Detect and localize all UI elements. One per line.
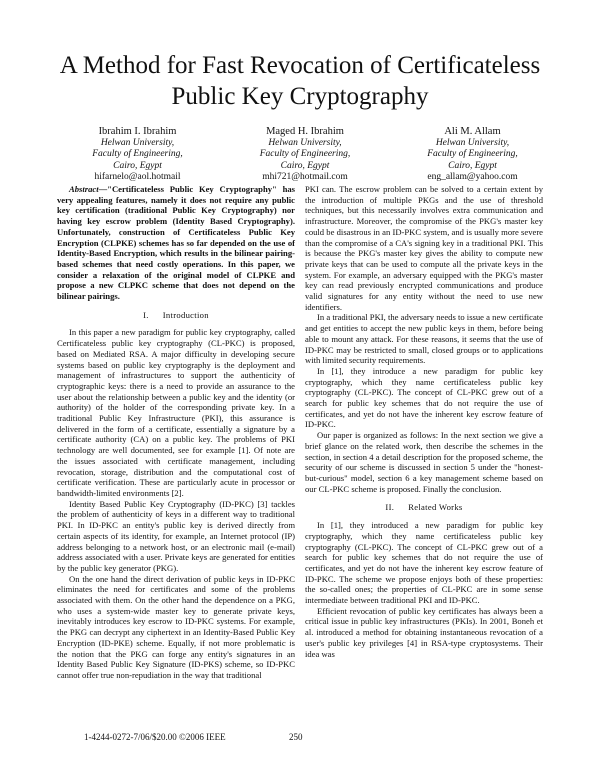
author-2 — [223, 126, 388, 184]
section-number: I. — [143, 309, 149, 320]
author-email: hifarnelo@aol.hotmail — [94, 172, 181, 182]
paragraph: Our paper is organized as follows: In the next section we give a brief glance on the related work, then describe the schemes in the section, in section 4 a detail description for the proposed scheme, the security of our scheme is discussed in section 5 under the "honest-but-curious" model, section 6 a key management scheme based on our CL-PKC scheme is proposed. Finally the conclusion. — [305, 430, 543, 494]
author-faculty: Faculty of Engineering, — [92, 149, 183, 159]
title-line-1: A Method for Fast Revocation of Certificateless — [59, 52, 541, 79]
left-column — [57, 184, 295, 681]
paragraph: On the one hand the direct derivation of public keys in ID-PKC eliminates the need for certificates and some of the problems associated with them. On the other hand the dependence on a PKG, who uses a system-wide master key to generate private keys, inevitably introduces key escrow to ID-PKC systems. For example, the PKG can decrypt any ciphertext in an Identity-Based Public Key Encryption (ID-PKE) scheme. Equally, if not more problematic is the notion that the PKG can forge any entity's signatures in an Identity Based Public Key Signature (ID-PKS) scheme, so ID-PKC cannot offer true non-repudiation in the way that traditional — [57, 573, 295, 680]
author-name: Ali M. Allam — [444, 126, 501, 137]
footer-copyright: 1-4244-0272-7/06/$20.00 ©2006 IEEE — [84, 732, 226, 742]
author-3 — [390, 126, 555, 184]
section-number: II. — [385, 502, 395, 513]
author-email: eng_allam@yahoo.com — [427, 172, 518, 182]
page-number: 250 — [289, 732, 303, 742]
section-title: Related Works — [408, 502, 463, 513]
author-list — [55, 126, 555, 184]
author-name: Ibrahim I. Ibrahim — [98, 126, 177, 137]
paragraph: In [1], they introduced a new paradigm for public key cryptography, which they name certificateless public key cryptography (CL-PKC). The concept of CL-PKC grew out of a search for public key schemes that do not require the use of certificates, and yet do not have the inherent key escrow feature of ID-PKC. The scheme we propose enjoys both of these properties: the so-called ones; the properties of CL-PKC are in some sense intermediate between traditional PKI and ID-PKC. — [305, 520, 543, 606]
author-city: Cairo, Egypt — [280, 160, 330, 171]
author-city: Cairo, Egypt — [113, 160, 162, 171]
section-heading-related-works — [305, 502, 543, 513]
author-faculty: Faculty of Engineering, — [427, 149, 518, 159]
section-heading-introduction — [57, 310, 295, 321]
section-title: Introduction — [162, 309, 209, 320]
right-column — [305, 184, 543, 659]
author-name: Maged H. Ibrahim — [266, 126, 344, 137]
author-faculty: Faculty of Engineering, — [259, 149, 351, 159]
author-1 — [55, 126, 220, 184]
author-affiliation: Helwan University, — [435, 137, 510, 148]
abstract-lead: Abstract— — [69, 184, 108, 194]
paragraph: PKI can. The escrow problem can be solved to a certain extent by the introduction of multiple PKGs and the use of threshold techniques, but this necessarily involves extra communication and infrastructure. Moreover, the compromise of the PKG's master key could be disastrous in an ID-PKC system, and is usually more severe than the compromise of a CA's signing key in a traditional PKI. This is because the PKG's master key gives the ability to compute new private keys that can be used to compute all the private keys in the system. For example, an adversary equipped with the PKG's master key can read previously encrypted communications and produce valid signatures for any entity without the need to use new identifiers. — [305, 184, 543, 312]
paragraph: In this paper a new paradigm for public key cryptography, called Certificateless public key cryptography (CL-PKC) is proposed, based on Mediated RSA. A major difficulty in developing secure systems based on public key cryptography is the deployment and management of infrastructures to support the authenticity of cryptographic keys: there is a need to provide an assurance to the user about the relationship between a public key and the identity (or authority) of the holder of the corresponding private key. In a traditional Public Key Infrastructure (PKI), this assurance is delivered in the form of a certificate, essentially a signature by a certificate authority (CA) on a public key. The problems of PKI technology are well documented, see for example [1]. Of note are the issues associated with certificate management, including revocation, storage, distribution and the computational cost of certificate verification. These are particularly acute in processor or bandwidth-limited environments [2]. — [57, 327, 295, 498]
title-line-2: Public Key Cryptography — [171, 83, 429, 110]
abstract-text: "Certificateless Public Key Cryptography" has very appealing features, namely it does not require any public key certification (traditional Public Key Cryptography) nor having key escrow problem (Identity Based Cryptography). Unfortunately, construction of Certificateless Public Key Encryption (CLPKE) schemes has so far depended on the use of Identity-Based Encryption, which results in the bilinear pairing-based schemes that need costly operations. In this paper, we consider a relaxation of the original model of CLPKE and propose a new CLPKC scheme that does not depend on the bilinear pairings. — [57, 184, 295, 302]
author-email: mhi721@hotmail.com — [262, 172, 348, 182]
author-affiliation: Helwan University, — [268, 137, 342, 148]
paragraph: Efficient revocation of public key certificates has always been a critical issue in public key infrastructures (PKIs). In 2001, Boneh et al. introduced a method for obtaining instantaneous revocation of a user's public key privileges [4] in RSA-type cryptosystems. Their idea was — [305, 605, 543, 659]
author-affiliation: Helwan University, — [100, 137, 175, 148]
paragraph: In [1], they introduce a new paradigm for public key cryptography, which they name certificateless public key cryptography (CL-PKC). The concept of CL-PKC grew out of a search for public key schemes that do not require the use of certificates, and yet do not have the inherent key escrow feature of ID-PKC. — [305, 365, 543, 430]
author-city: Cairo, Egypt — [448, 160, 497, 171]
paragraph: In a traditional PKI, the adversary needs to issue a new certificate and get entities to accept the new public keys in them, before being able to mount any attack. For these reasons, it seems that the use of ID-PKC may be restricted to small, closed groups or to applications with limited security requirements. — [305, 312, 543, 366]
paper-title — [0, 50, 600, 112]
abstract — [57, 184, 295, 302]
paragraph: Identity Based Public Key Cryptography (ID-PKC) [3] tackles the problem of authenticity of keys in a different way to traditional PKI. In ID-PKC an entity's public key is derived directly from certain aspects of its identity, for example, an Internet protocol (IP) address belonging to a network host, or an electronic mail (e-mail) address associated with a user. Private keys are generated for entities by the public key generator (PKG). — [57, 498, 295, 573]
